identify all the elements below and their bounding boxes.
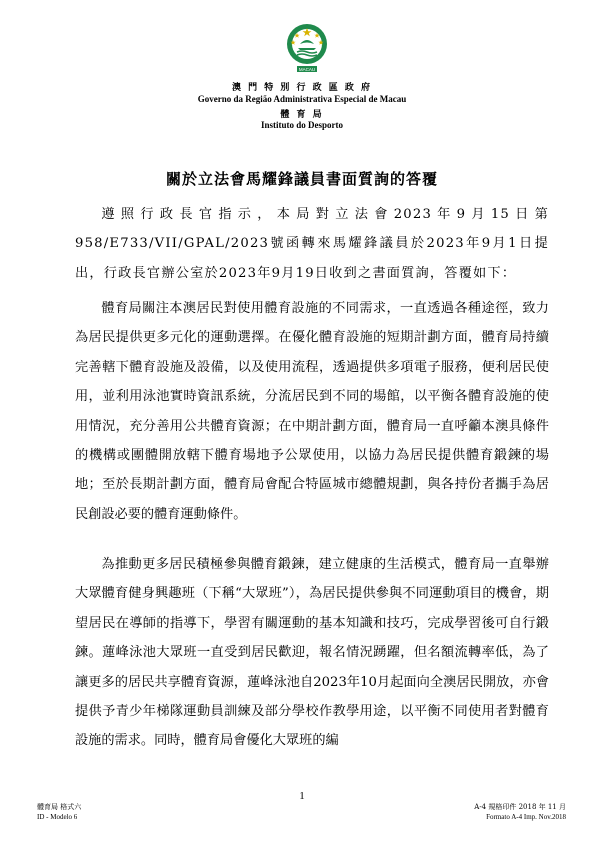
government-name-zh: 澳 門 特 別 行 政 區 政 府 xyxy=(231,83,373,93)
footer-form-code xyxy=(37,802,81,822)
footer-print-format-zh: A-4 規格印件 2018 年 11 月 xyxy=(474,803,566,811)
paragraph-interest-classes: 為推動更多居民積極參與體育鍛鍊，建立健康的生活模式，體育局一直舉辦大眾體育健身興趣班（下稱“大眾班”），為居民提供參與不同運動項目的機會，期望居民在導師的指導下，學習有關運動的基本知識和技巧，完成學習後可自行鍛鍊。蓮峰泳池大眾班一直受到居民歡迎，報名情況踴躍，但名額流轉率低，為了讓更多的居民共享體育資源，蓮峰泳池自2023年10月起面向全澳居民開放，亦會提供予青少年梯隊運動員訓練及部分學校作教學用途，以平衡不同使用者對體育設施的需求。同時，體育局會優化大眾班的編 xyxy=(75,557,549,749)
footer-print-format-pt: Formato A-4 Imp. Nov.2018 xyxy=(486,813,566,821)
footer-print-format xyxy=(474,802,566,822)
paragraph-facility-plan: 體育局關注本澳居民對使用體育設施的不同需求，一直透過各種途徑，致力為居民提供更多元化的運動選擇。在優化體育設施的短期計劃方面，體育局持續完善轄下體育設施及設備，以及使用流程，透過提供多項電子服務，便利居民使用，並利用泳池實時資訊系統，分流居民到不同的場館，以平衡各體育設施的使用情況，充分善用公共體育資源；在中期計劃方面，體育局一直呼籲本澳具條件的機構或團體開放轄下體育場地予公眾使用，以協力為居民提供體育鍛鍊的場地；至於長期計劃方面，體育局會配合特區城市總體規劃，與各持份者攜手為居民創設必要的體育運動條件。 xyxy=(75,301,549,522)
macau-emblem-icon xyxy=(283,22,331,74)
page-number: 1 xyxy=(299,790,305,802)
government-name-pt: Governo da Região Administrativa Especial de Macau xyxy=(197,94,407,104)
paragraph-intro: 遵照行政長官指示，本局對立法會2023年9月15日第958/E733/VII/GPAL/2023號函轉來馬耀鋒議員於2023年9月1日提出，行政長官辦公室於2023年9月19日收到之書面質詢，答覆如下： xyxy=(75,207,549,281)
footer-form-code-zh: 體育局 格式六 xyxy=(37,803,82,811)
document-title: 關於立法會馬耀鋒議員書面質詢的答覆 xyxy=(165,170,438,188)
emblem-caption: MACAU xyxy=(298,67,316,72)
footer-form-code-pt: ID - Modelo 6 xyxy=(37,813,78,821)
institute-name-pt: Instituto do Desporto xyxy=(260,120,343,130)
institute-name-zh: 體 育 局 xyxy=(280,110,324,120)
